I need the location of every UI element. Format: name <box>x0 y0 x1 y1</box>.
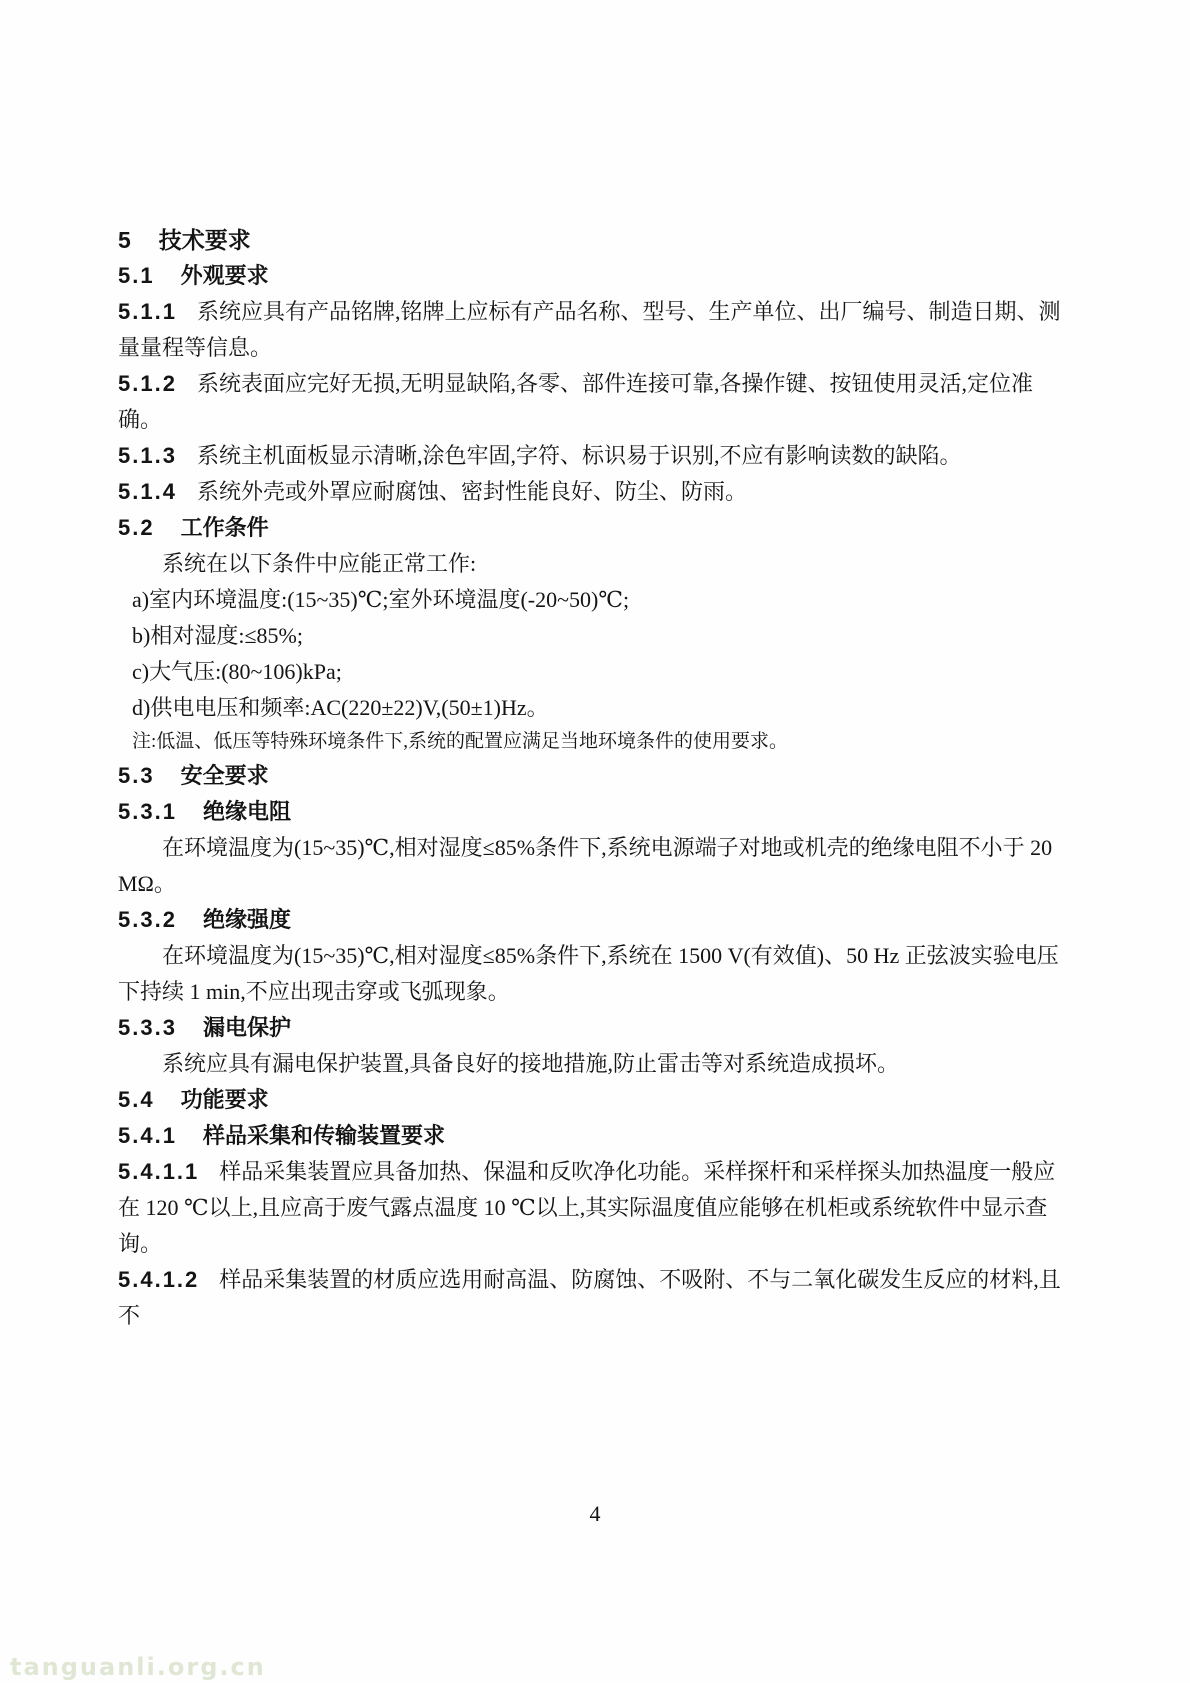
clause-number: 5.1.3 <box>118 443 177 468</box>
section-number: 5 <box>118 227 133 253</box>
section-title: 样品采集和传输装置要求 <box>202 1123 445 1148</box>
clause-text: 系统表面应完好无损,无明显缺陷,各零、部件连接可靠,各操作键、按钮使用灵活,定位准确。 <box>118 371 1033 432</box>
list-item: a)室内环境温度:(15~35)℃;室外环境温度(-20~50)℃; <box>132 587 630 612</box>
section-title: 漏电保护 <box>202 1015 291 1040</box>
section-number: 5.3 <box>118 763 155 788</box>
clause-5-4-1-2 <box>118 1262 1072 1334</box>
clause-5-4-1-1 <box>118 1154 1072 1262</box>
section-heading-5-2 <box>118 510 1072 546</box>
clause-5-1-2 <box>118 366 1072 438</box>
section-heading-5-3-3 <box>118 1010 1072 1046</box>
clause-text: 样品采集装置的材质应选用耐高温、防腐蚀、不吸附、不与二氧化碳发生反应的材料,且不 <box>118 1267 1061 1328</box>
document-content <box>118 222 1072 1334</box>
clause-text: 样品采集装置应具备加热、保温和反吹净化功能。采样探杆和采样探头加热温度一般应在 120 ℃以上,且应高于废气露点温度 10 ℃以上,其实际温度值应能够在机柜或系统软件中显示查询。 <box>118 1159 1056 1256</box>
clause-5-1-3 <box>118 438 1072 474</box>
section-number: 5.3.1 <box>118 799 177 824</box>
list-item: b)相对湿度:≤85%; <box>132 623 303 648</box>
section-number: 5.3.3 <box>118 1015 177 1040</box>
section-title: 安全要求 <box>180 763 269 788</box>
clause-number: 5.1.1 <box>118 299 177 324</box>
section-heading-5 <box>118 222 1072 258</box>
watermark: tanguanli.org.cn <box>10 1653 266 1681</box>
paragraph: 在环境温度为(15~35)℃,相对湿度≤85%条件下,系统在 1500 V(有效值)、50 Hz 正弦波实验电压下持续 1 min,不应出现击穿或飞弧现象。 <box>118 943 1059 1004</box>
clause-number: 5.4.1.1 <box>118 1159 200 1184</box>
section-title: 绝缘电阻 <box>202 799 291 824</box>
section-title: 工作条件 <box>180 515 269 540</box>
list-item: c)大气压:(80~106)kPa; <box>132 659 342 684</box>
clause-text: 系统应具有产品铭牌,铭牌上应标有产品名称、型号、生产单位、出厂编号、制造日期、测量量程等信息。 <box>118 299 1061 360</box>
clause-text: 系统外壳或外罩应耐腐蚀、密封性能良好、防尘、防雨。 <box>196 479 747 504</box>
clause-number: 5.1.4 <box>118 479 177 504</box>
paragraph: 在环境温度为(15~35)℃,相对湿度≤85%条件下,系统电源端子对地或机壳的绝缘电阻不小于 20 MΩ。 <box>118 835 1053 896</box>
page-number: 4 <box>589 1501 601 1526</box>
section-heading-5-3-2 <box>118 902 1072 938</box>
paragraph: 系统应具有漏电保护装置,具备良好的接地措施,防止雷击等对系统造成损坏。 <box>162 1051 900 1076</box>
section-number: 5.2 <box>118 515 155 540</box>
section-heading-5-4-1 <box>118 1118 1072 1154</box>
note: 注:低温、低压等特殊环境条件下,系统的配置应满足当地环境条件的使用要求。 <box>132 731 789 752</box>
section-title: 功能要求 <box>180 1087 269 1112</box>
section-number: 5.1 <box>118 263 155 288</box>
section-title: 技术要求 <box>158 227 251 253</box>
list-item: d)供电电压和频率:AC(220±22)V,(50±1)Hz。 <box>132 695 549 720</box>
clause-5-1-4 <box>118 474 1072 510</box>
section-title: 绝缘强度 <box>202 907 291 932</box>
section-number: 5.4.1 <box>118 1123 177 1148</box>
section-heading-5-3 <box>118 758 1072 794</box>
section-number: 5.4 <box>118 1087 155 1112</box>
section-heading-5-3-1 <box>118 794 1072 830</box>
clause-5-1-1 <box>118 294 1072 366</box>
section-number: 5.3.2 <box>118 907 177 932</box>
clause-number: 5.1.2 <box>118 371 177 396</box>
section-heading-5-4 <box>118 1082 1072 1118</box>
clause-text: 系统主机面板显示清晰,涂色牢固,字符、标识易于识别,不应有影响读数的缺陷。 <box>196 443 962 468</box>
paragraph: 系统在以下条件中应能正常工作: <box>162 551 477 576</box>
clause-number: 5.4.1.2 <box>118 1267 200 1292</box>
section-heading-5-1 <box>118 258 1072 294</box>
section-title: 外观要求 <box>180 263 269 288</box>
